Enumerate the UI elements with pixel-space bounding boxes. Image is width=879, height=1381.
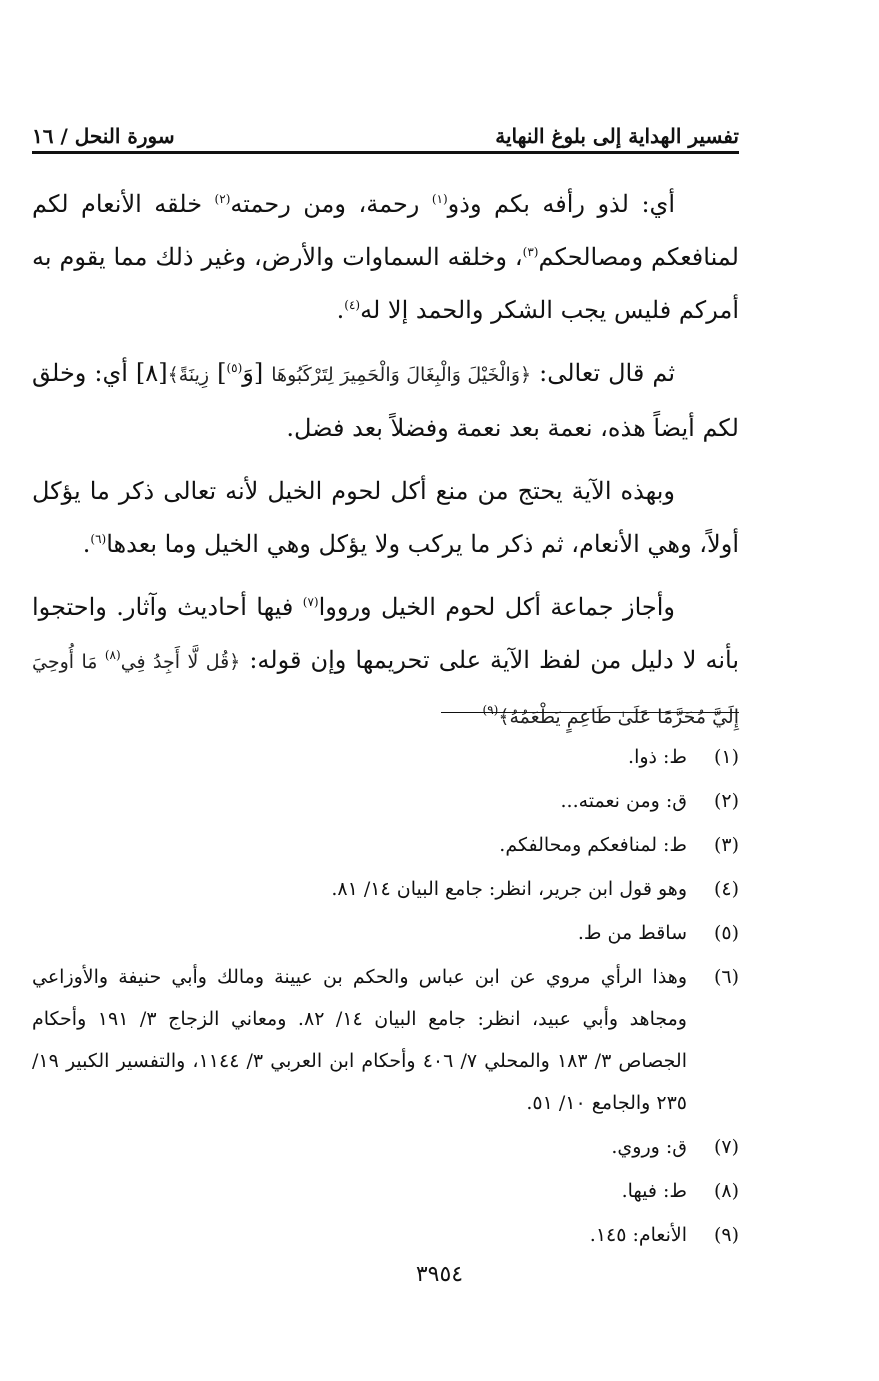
footnote-item [32,1126,739,1168]
footnote-ref-7: (٧) [302,595,319,609]
footnote-number: (١) [713,746,739,768]
paragraph-4 [32,581,739,744]
footnote-ref-1: (١) [431,192,448,206]
text-run: [وَ [242,359,272,387]
footnote-number: (٣) [713,834,739,856]
surah-reference: سورة النحل / ١٦ [32,124,175,148]
footnote-text: وهذا الرأي مروي عن ابن عباس والحكم بن عيينة ومالك وأبي حنيفة والأوزاعي ومجاهد وأبي عبيد، انظر: جامع البيان ١٤/ ٨٢. ومعاني الزجاج ٣/ ١٩١ وأحكام الجصاص ٣/ ١٨٣ والمحلي ٧/ ٤٠٦ وأحكام ابن العربي ٣/ ١١٤٤، والتفسير الكبير ١٩/ ٢٣٥ والجامع ١٠/ ٥١. [32,966,687,1114]
footnote-item [32,1170,739,1212]
header-rule [32,151,739,154]
text-run: وأجاز جماعة أكل لحوم الخيل ورووا [318,593,675,621]
footnote-ref-8: (٨) [104,648,121,662]
footnote-ref-6: (٦) [90,532,107,546]
main-text [32,178,739,754]
footnote-number: (٩) [713,1224,739,1246]
quran-verse: ﴿وَالْخَيْلَ وَالْبِغَالَ وَالْحَمِيرَ لِتَرْكَبُوهَا [271,364,532,386]
footnote-ref-2: (٢) [214,192,231,206]
footnote-number: (٦) [713,966,739,988]
footnote-separator [441,712,739,713]
text-run: . [82,530,91,558]
text-run: وبهذه الآية يحتج من منع أكل لحوم الخيل لأنه تعالى ذكر ما يؤكل أولاً، وهي الأنعام، ثم ذكر ما يركب ولا يؤكل وهي الخيل وما بعدها [32,477,739,558]
text-run: ، وخلقه السماوات والأرض، وغير ذلك مما يقوم به أمركم فليس يجب الشكر والحمد إلا له [32,243,739,324]
footnote-ref-4: (٤) [344,298,361,312]
footnote-text: ساقط من ط. [577,922,687,944]
paragraph-1 [32,178,739,337]
footnote-item [32,780,739,822]
running-header [32,112,739,148]
footnote-number: (٧) [713,1136,739,1158]
text-run: أي: لذو رأفه بكم وذو [447,190,675,218]
paragraph-2 [32,347,739,455]
text-run: [٨] أي: وخلق لكم أيضاً هذه، نعمة بعد نعمة وفضلاً بعد فضل. [32,359,739,442]
footnote-text: ط: ذوا. [628,746,687,768]
text-run: . [336,296,345,324]
footnote-item [32,956,739,1124]
footnotes [32,736,739,1258]
page-number: ٣٩٥٤ [415,1262,464,1287]
footnote-number: (٤) [713,878,739,900]
text-run: فيها أحاديث وآثار. واحتجوا بأنه لا دليل من لفظ الآية على تحريمها وإن قوله: [32,593,739,674]
footnote-ref-5: (٥) [226,361,243,375]
book-title: تفسير الهداية إلى بلوغ النهاية [495,124,739,148]
footnote-text: ط: لمنافعكم ومحالفكم. [499,834,687,856]
footnote-number: (٥) [713,922,739,944]
paragraph-3 [32,465,739,571]
footnote-number: (٨) [713,1180,739,1202]
footnote-text: الأنعام: ١٤٥. [589,1224,687,1246]
footnote-number: (٢) [713,790,739,812]
footnote-text: ق: ومن نعمته... [560,790,687,812]
footnote-item [32,868,739,910]
quran-verse: زِينَةً﴾ [167,364,210,386]
footnote-item [32,912,739,954]
text-run: ] [209,359,227,387]
footnote-text: وهو قول ابن جرير، انظر: جامع البيان ١٤/ ٨١. [331,878,687,900]
footnote-text: ق: وروي. [611,1136,687,1158]
text-run: ثم قال تعالى: [531,359,675,387]
footnote-item [32,824,739,866]
quran-verse: مَا أُوحِيَ إِلَيَّ مُحَرَّمًا عَلَىٰ طَاعِمٍ يَطْعَمُهُ﴾ [32,651,739,728]
footnote-item [32,1214,739,1256]
text-run: رحمة، ومن رحمته [230,190,432,218]
footnote-item [32,736,739,778]
footnote-ref-3: (٣) [522,245,539,259]
footnote-ref-9: (٩) [482,703,499,717]
text-run: خلقه الأنعام لكم لمنافعكم ومصالحكم [32,190,739,271]
quran-verse: ﴿قُل لَّا أَجِدُ فِي [120,651,241,673]
footnote-text: ط: فيها. [621,1180,687,1202]
